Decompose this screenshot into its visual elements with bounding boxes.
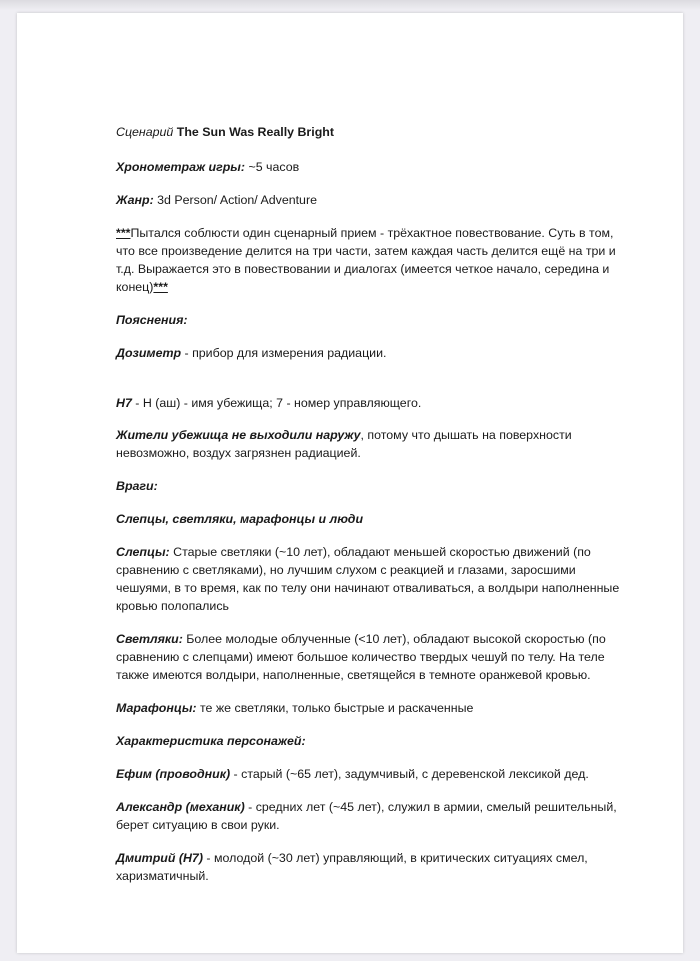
residents-text: , потому что дышать на поверхности невозможно, воздух загрязнен радиацией. <box>116 428 572 460</box>
enemy-term: Светляки: <box>116 632 183 646</box>
enemy-item <box>116 543 626 615</box>
character-item <box>116 765 626 783</box>
h7-line <box>116 394 626 412</box>
dosimeter-term: Дозиметр <box>116 346 182 360</box>
enemy-item <box>116 630 626 684</box>
document-page <box>17 13 683 953</box>
enemy-item <box>116 699 626 717</box>
title-name: The Sun Was Really Bright <box>176 125 334 139</box>
note-stars-open: *** <box>116 226 131 240</box>
enemy-text: те же светляки, только быстрые и раскаченные <box>196 701 474 715</box>
characters-heading: Характеристика персонажей: <box>116 734 306 748</box>
character-term: Ефим (проводник) <box>116 767 231 781</box>
note-paragraph <box>116 224 626 296</box>
viewer-top-band <box>0 0 700 10</box>
title-prefix: Сценарий <box>116 125 174 139</box>
document-title <box>116 123 626 141</box>
h7-text: - Н (аш) - имя убежища; 7 - номер управляющего. <box>131 396 422 410</box>
residents-paragraph <box>116 426 626 462</box>
note-stars-close: *** <box>153 280 168 294</box>
enemy-term: Марафонцы: <box>116 701 197 715</box>
h7-term: Н7 <box>116 396 132 410</box>
character-item <box>116 849 626 885</box>
character-item <box>116 798 626 834</box>
enemy-term: Слепцы: <box>116 545 170 559</box>
character-term: Дмитрий (Н7) <box>116 851 203 865</box>
genre-line <box>116 191 626 209</box>
character-text: - молодой (~30 лет) управляющий, в критических ситуациях смел, харизматичный. <box>116 851 588 883</box>
duration-line <box>116 158 626 176</box>
character-term: Александр (механик) <box>116 800 245 814</box>
enemies-heading: Враги: <box>116 479 158 493</box>
genre-value: 3d Person/ Action/ Adventure <box>153 193 317 207</box>
explanations-heading: Пояснения: <box>116 313 188 327</box>
enemy-text: Старые светляки (~10 лет), обладают меньшей скоростью движений (по сравнению с светляками), но лучшим слухом с реакцией и глазами, заросшими чешуями, в то время, как по телу они начинают отваливаться, а волдыри наполненные кровью полопались <box>116 545 620 613</box>
residents-term: Жители убежища не выходили наружу <box>116 428 361 442</box>
enemy-text: Более молодые облученные (<10 лет), обладают высокой скоростью (по сравнению с слепцами) имеют большое количество твердых чешуй по телу. На теле также имеются волдыри, наполненные, светящейся в темноте оранжевой кровью. <box>116 632 606 682</box>
genre-label: Жанр: <box>116 193 154 207</box>
dosimeter-line <box>116 344 626 362</box>
duration-label: Хронометраж игры: <box>116 160 246 174</box>
dosimeter-text: - прибор для измерения радиации. <box>181 346 387 360</box>
enemies-subheading: Слепцы, светляки, марафонцы и люди <box>116 512 364 526</box>
character-text: - старый (~65 лет), задумчивый, с деревенской лексикой дед. <box>230 767 589 781</box>
note-text: Пытался соблюсти один сценарный прием - трёхактное повествование. Суть в том, что все произведение делится на три части, затем каждая часть делится ещё на три и т.д. Выражается это в повествовании и диалогах (имеется четкое начало, середина и конец) <box>116 226 616 294</box>
character-text: - средних лет (~45 лет), служил в армии, смелый решительный, берет ситуацию в свои руки. <box>116 800 617 832</box>
duration-value: ~5 часов <box>245 160 300 174</box>
document-content <box>116 123 626 885</box>
